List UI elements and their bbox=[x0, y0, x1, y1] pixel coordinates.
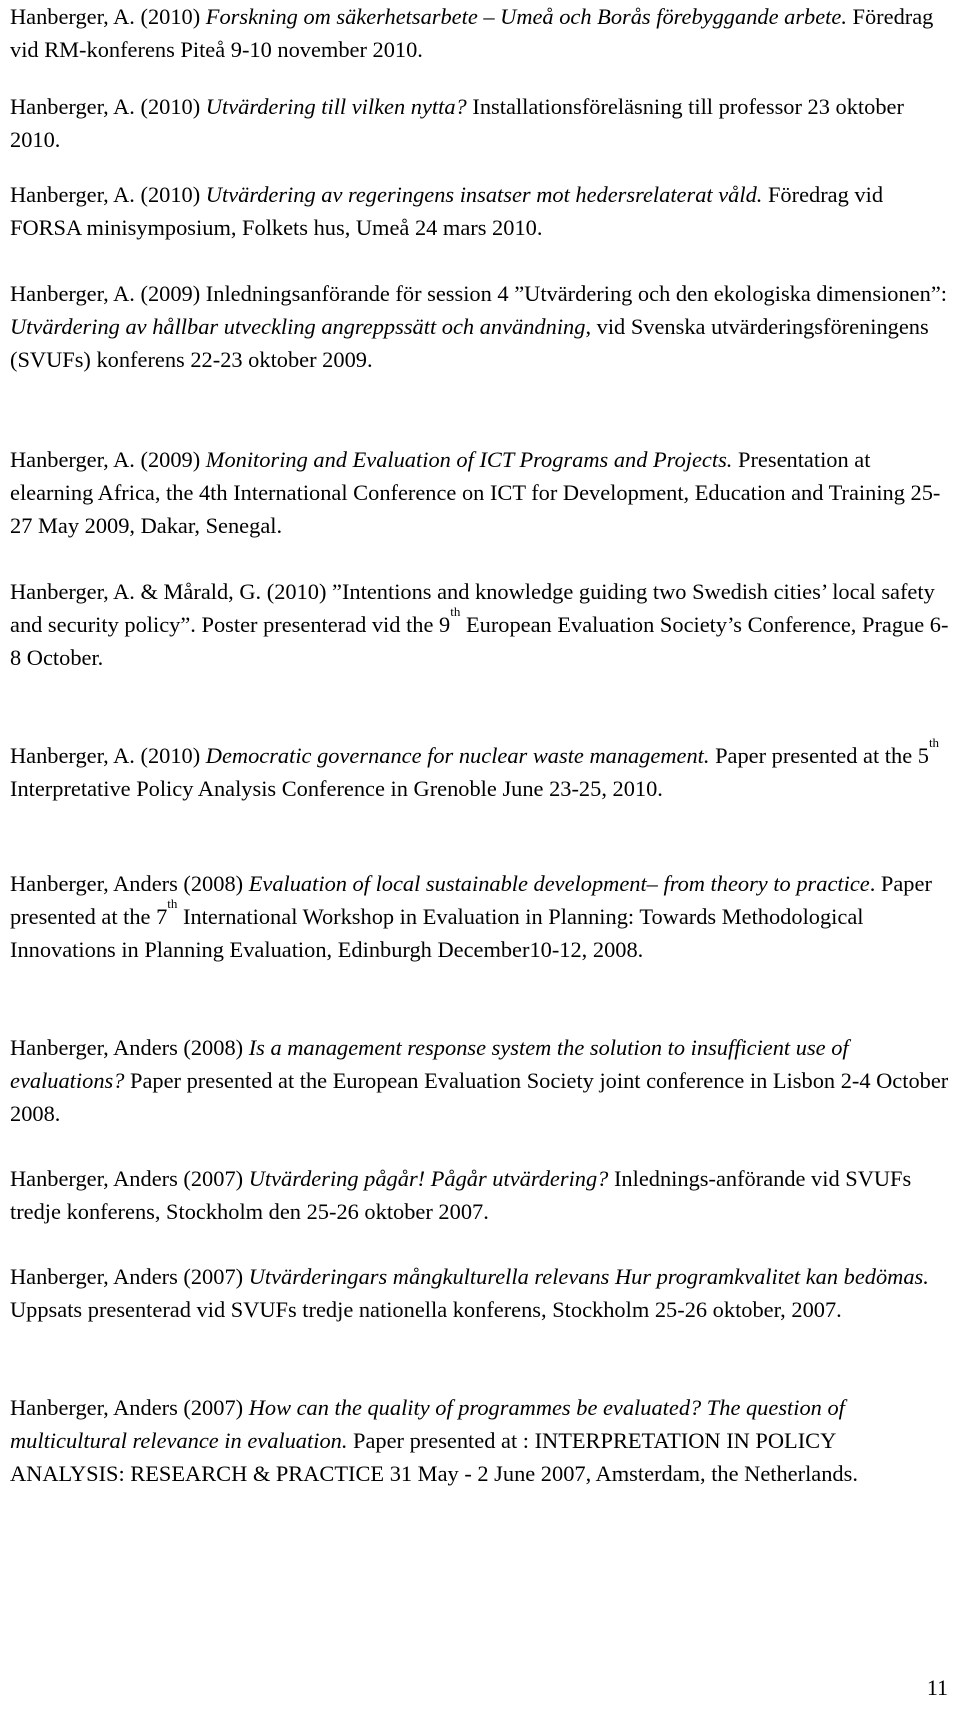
entry-text: Hanberger, A. (2010) bbox=[10, 182, 206, 207]
entry-text: . Paper presented at the 7 bbox=[10, 871, 932, 929]
entry-text: Hanberger, A. & Mårald, G. (2010) ”Intentions and knowledge guiding two Swedish cities’ local safety and security policy”. Poster presenterad vid the 9 bbox=[10, 579, 935, 637]
entry-title: Utvärdering av hållbar utveckling angreppssätt och användning bbox=[10, 314, 586, 339]
entry-text: Hanberger, Anders (2008) bbox=[10, 1035, 249, 1060]
reference-entry bbox=[10, 0, 950, 66]
reference-entry bbox=[10, 90, 950, 156]
entry-text: European Evaluation Society’s Conference, Prague 6-8 October. bbox=[10, 612, 949, 670]
entry-text: Föredrag vid FORSA minisymposium, Folkets hus, Umeå 24 mars 2010. bbox=[10, 182, 884, 240]
entry-text: Inlednings-anförande vid SVUFs tredje konferens, Stockholm den 25-26 oktober 2007. bbox=[10, 1166, 912, 1224]
entry-text: Hanberger, A. (2009) Inledningsanförande för session 4 ”Utvärdering och den ekologiska dimensionen”: bbox=[10, 281, 947, 306]
entry-title: Evaluation of local sustainable development– from theory to practice bbox=[248, 871, 870, 896]
reference-entry bbox=[10, 575, 950, 674]
reference-entry bbox=[10, 735, 950, 805]
superscript: th bbox=[167, 896, 178, 911]
entry-text: Paper presented at the European Evaluation Society joint conference in Lisbon 2-4 October 2008. bbox=[10, 1068, 949, 1126]
reference-entry bbox=[10, 1391, 950, 1490]
entry-title: Utvärdering pågår! Pågår utvärdering? bbox=[248, 1166, 609, 1191]
entry-title: Is a management response system the solution to insufficient use of evaluations? bbox=[10, 1035, 849, 1093]
entry-title: Monitoring and Evaluation of ICT Programs and Projects. bbox=[205, 447, 733, 472]
reference-entry bbox=[10, 1031, 950, 1130]
reference-entry bbox=[10, 867, 950, 966]
reference-entry bbox=[10, 277, 950, 376]
entry-title: Utvärdering till vilken nytta? bbox=[205, 94, 467, 119]
entry-title: Utvärdering av regeringens insatser mot hedersrelaterat våld. bbox=[205, 182, 763, 207]
reference-entry bbox=[10, 178, 950, 244]
entry-title: Democratic governance for nuclear waste management. bbox=[205, 743, 710, 768]
entry-text: Installationsföreläsning till professor 23 oktober 2010. bbox=[10, 94, 904, 152]
entry-text: Hanberger, A. (2010) bbox=[10, 743, 206, 768]
entry-title: Forskning om säkerhetsarbete – Umeå och Borås förebyggande arbete. bbox=[205, 4, 847, 29]
page-number: 11 bbox=[926, 1675, 948, 1700]
entry-title: How can the quality of programmes be evaluated? The question of multicultural relevance in evaluation. bbox=[10, 1395, 845, 1453]
superscript: th bbox=[928, 735, 940, 750]
reference-entry bbox=[10, 1260, 950, 1326]
entry-text: Hanberger, A. (2009) bbox=[10, 447, 206, 472]
entry-text: Hanberger, A. (2010) bbox=[10, 94, 206, 119]
superscript: th bbox=[450, 604, 461, 619]
entry-text: Hanberger, Anders (2008) bbox=[10, 871, 249, 896]
entry-text: Hanberger, Anders (2007) bbox=[10, 1264, 249, 1289]
entry-text: Hanberger, Anders (2007) bbox=[10, 1166, 249, 1191]
reference-entry bbox=[10, 1162, 950, 1228]
reference-entry bbox=[10, 443, 950, 542]
entry-text: International Workshop in Evaluation in Planning: Towards Methodological Innovations in Planning Evaluation, Edinburgh December10-12, 2008. bbox=[10, 904, 864, 962]
entry-text: Hanberger, A. (2010) bbox=[10, 4, 206, 29]
entry-text: Paper presented at : INTERPRETATION IN POLICY ANALYSIS: RESEARCH & PRACTICE 31 May - 2 June 2007, Amsterdam, the Netherlands. bbox=[10, 1428, 858, 1486]
entry-text: Presentation at elearning Africa, the 4th International Conference on ICT for Development, Education and Training 25-27 May 2009, Dakar, Senegal. bbox=[10, 447, 941, 538]
entry-text: Föredrag vid RM-konferens Piteå 9-10 november 2010. bbox=[10, 4, 934, 62]
entry-text: Hanberger, Anders (2007) bbox=[10, 1395, 249, 1420]
entry-text: Uppsats presenterad vid SVUFs tredje nationella konferens, Stockholm 25-26 oktober, 2007. bbox=[10, 1297, 842, 1322]
entry-text: Interpretative Policy Analysis Conference in Grenoble June 23-25, 2010. bbox=[10, 776, 663, 801]
entry-text: , vid Svenska utvärderingsföreningens (SVUFs) konferens 22-23 oktober 2009. bbox=[10, 314, 929, 372]
entry-title: Utvärderingars mångkulturella relevans Hur programkvalitet kan bedömas. bbox=[248, 1264, 929, 1289]
entry-text: Paper presented at the 5 bbox=[709, 743, 929, 768]
